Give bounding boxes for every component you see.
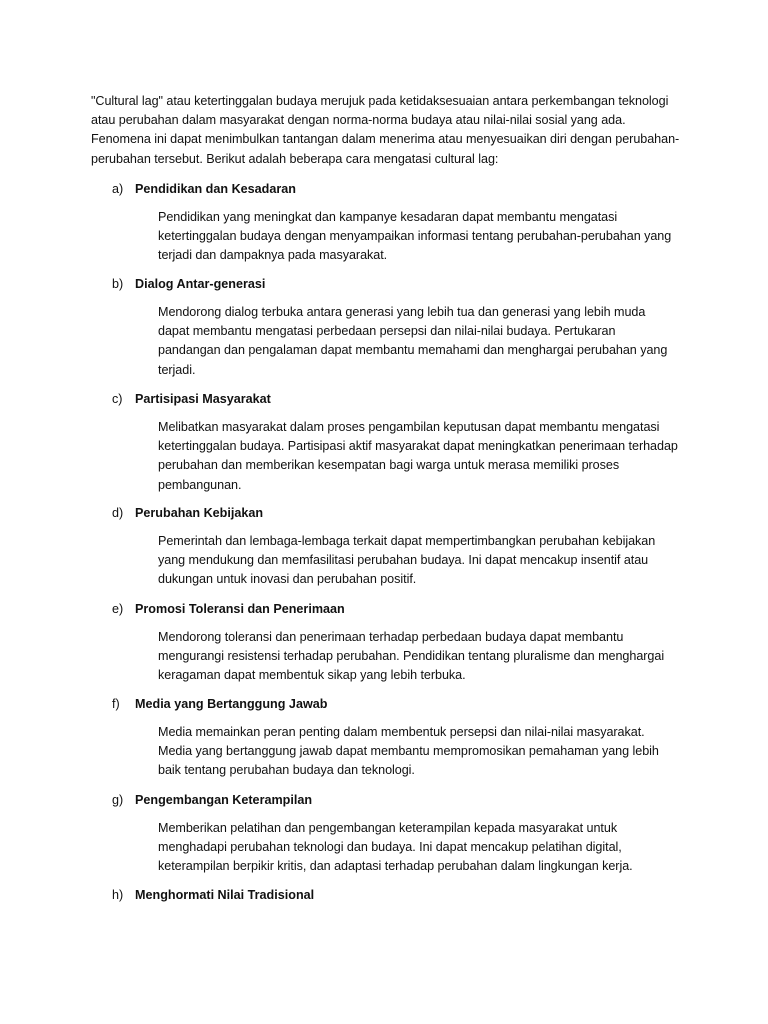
item-body: Pendidikan yang meningkat dan kampanye kesadaran dapat membantu mengatasi ketertinggalan budaya dengan menyampaikan informasi tentang perubahan-perubahan yang terjadi dan dampaknya pada masyarakat. [158,210,672,263]
item-heading: Media yang Bertanggung Jawab [135,697,328,711]
item-heading: Pengembangan Keterampilan [135,793,313,807]
item-body: Media memainkan peran penting dalam membentuk persepsi dan nilai-nilai masyarakat. Media yang bertanggung jawab dapat membantu mempromosikan pemahaman yang lebih baik tentang perubahan budaya dan teknologi. [158,725,659,778]
item-heading: Pendidikan dan Kesadaran [135,182,296,196]
intro-paragraph: "Cultural lag" atau ketertinggalan budaya merujuk pada ketidaksesuaian antara perkembangan teknologi atau perubahan dalam masyarakat dengan norma-norma budaya atau nilai-nilai sosial yang ada. Fenomena ini dapat menimbulkan tantangan dalam menerima atau menyesuaikan diri dengan perubahan-perubahan tersebut. Berikut adalah beberapa cara mengatasi cultural lag: [91,94,680,166]
list-marker: f) [112,697,120,711]
list-marker: c) [112,392,123,406]
list-marker: b) [112,277,124,291]
list-marker: h) [112,888,124,902]
list-marker: e) [112,602,124,616]
list-marker: g) [112,793,124,807]
item-body: Melibatkan masyarakat dalam proses pengambilan keputusan dapat membantu mengatasi ketertinggalan budaya. Partisipasi aktif masyarakat dapat meningkatkan penerimaan terhadap perubahan dan memberikan kesempatan bagi warga untuk merasa memiliki proses pembangunan. [158,420,678,492]
item-heading: Menghormati Nilai Tradisional [135,888,315,902]
list-marker: d) [112,506,124,520]
item-heading: Partisipasi Masyarakat [135,392,271,406]
item-body: Pemerintah dan lembaga-lembaga terkait dapat mempertimbangkan perubahan kebijakan yang mendukung dan memfasilitasi perubahan budaya. Ini dapat mencakup insentif atau dukungan untuk inovasi dan perubahan positif. [158,534,656,587]
item-body: Mendorong toleransi dan penerimaan terhadap perbedaan budaya dapat membantu mengurangi resistensi terhadap perubahan. Pendidikan tentang pluralisme dan menghargai keragaman dapat membentuk sikap yang lebih terbuka. [158,630,665,683]
item-heading: Perubahan Kebijakan [135,506,264,520]
list-marker: a) [112,182,124,196]
item-body: Mendorong dialog terbuka antara generasi yang lebih tua dan generasi yang lebih muda dapat membantu mengatasi perbedaan persepsi dan nilai-nilai budaya. Pertukaran pandangan dan pengalaman dapat membantu memahami dan menghargai perubahan yang terjadi. [158,305,668,377]
item-body: Memberikan pelatihan dan pengembangan keterampilan kepada masyarakat untuk menghadapi perubahan teknologi dan budaya. Ini dapat mencakup pelatihan digital, keterampilan berpikir kritis, dan adaptasi terhadap perubahan dalam lingkungan kerja. [158,821,633,874]
item-heading: Dialog Antar-generasi [135,277,266,291]
item-heading: Promosi Toleransi dan Penerimaan [135,602,345,616]
